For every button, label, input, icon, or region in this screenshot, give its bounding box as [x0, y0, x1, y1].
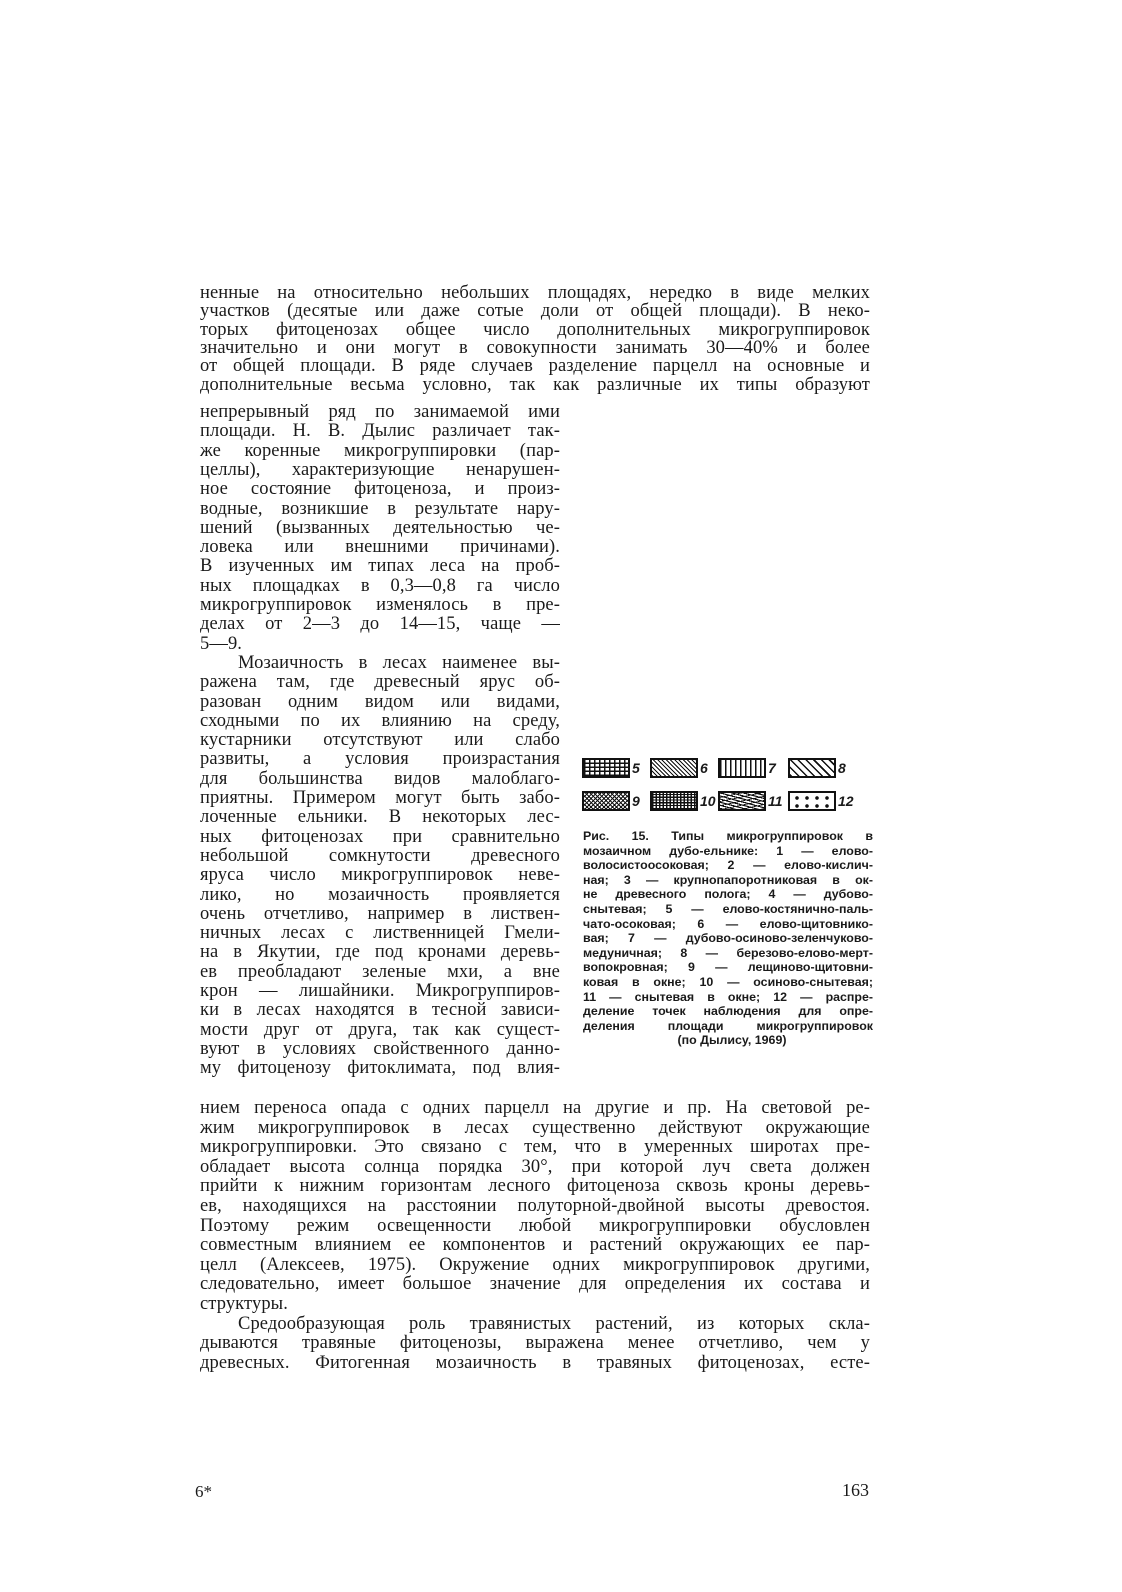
legend-number-10: 10	[700, 793, 716, 809]
legend-swatch-6	[650, 758, 698, 778]
legend-swatch-12	[788, 791, 836, 811]
text-line: лико, но мозаичность проявляется	[200, 884, 560, 905]
text-line: обладает высота солнца порядка 30°, при которой луч света должен	[200, 1156, 870, 1177]
caption-line: ная; 3 — крупнопапоротниковая в ок-	[583, 872, 873, 887]
text-line: от общей площади. В ряде случаев разделение парцелл на основные и	[200, 356, 870, 377]
text-line: яруса число микрогруппировок неве-	[200, 865, 560, 886]
page-number: 163	[842, 1480, 869, 1500]
legend-swatch-9	[582, 791, 630, 811]
text-line: вуют в условиях свойственного данно-	[200, 1038, 560, 1059]
legend-number-7: 7	[768, 760, 776, 776]
caption-line: вая; 7 — дубово-осиново-зеленчуково-	[583, 931, 873, 946]
caption-line: снытевая; 5 — елово-костянично-паль-	[583, 902, 873, 916]
text-line: дополнительные весьма условно, так как различные их типы образуют	[200, 374, 870, 395]
text-line: ловека или внешними причинами).	[200, 537, 560, 558]
signature-mark: 6*	[195, 1482, 212, 1501]
text-line: целлы), характеризующие ненарушен-	[200, 459, 560, 480]
legend-swatch-8	[788, 758, 836, 778]
text-line: дываются травяные фитоценозы, выражена менее отчетливо, чем у	[200, 1333, 870, 1354]
text-line: делах от 2—3 до 14—15, чаще —	[200, 614, 560, 635]
caption-line: вопокровная; 9 — лещиново-щитовни-	[583, 960, 873, 975]
text-line: ных фитоценозах при сравнительно	[200, 826, 560, 847]
legend-swatch-11	[718, 791, 766, 811]
text-line: совместным влиянием ее компонентов и растений окружающих ее пар-	[200, 1235, 870, 1256]
caption-line: ковая в окне; 10 — осиново-снытевая;	[583, 975, 873, 989]
text-line: на в Якутии, где под кронами деревь-	[200, 942, 560, 963]
text-line: ных площадках в 0,3—0,8 га число	[200, 575, 560, 596]
text-line: ное состояние фитоценоза, и произ-	[200, 479, 560, 500]
text-line: нием переноса опада с одних парцелл на другие и пр. На световой ре-	[200, 1098, 870, 1118]
caption-line: мозаичном дубо-ельнике: 1 — елово-	[583, 843, 873, 858]
text-line: структуры.	[200, 1294, 288, 1314]
caption-line: волосистоосоковая; 2 — елово-кислич-	[583, 858, 873, 873]
text-line: ненные на относительно небольших площадях, нередко в виде мелких	[200, 283, 870, 303]
text-line: площади. Н. В. Дылис различает так-	[200, 421, 560, 442]
legend-number-9: 9	[632, 793, 640, 809]
text-line: жим микрогруппировок в лесах существенно действуют окружающие	[200, 1117, 870, 1138]
text-line: лоченные ельники. В некоторых лес-	[200, 807, 560, 828]
text-line: Мозаичность в лесах наименее вы-	[238, 652, 560, 673]
text-line: Поэтому режим освещенности любой микрогруппировки обусловлен	[200, 1215, 870, 1236]
text-line: сходными по их влиянию на среду,	[200, 710, 560, 731]
text-line: Средообразующая роль травянистых растений, из которых скла-	[238, 1313, 870, 1334]
text-line: значительно и они могут в совокупности занимать 30—40% и более	[200, 337, 870, 358]
text-line: разован одним видом или видами,	[200, 691, 560, 712]
text-line: приятны. Примером могут быть забо-	[200, 788, 560, 808]
figure-legend	[582, 758, 882, 818]
text-line: следовательно, имеет большое значение для определения их состава и	[200, 1274, 870, 1295]
caption-line: деление точек наблюдения для опре-	[583, 1004, 873, 1019]
text-line: небольшой сомкнутости древесного	[200, 845, 560, 866]
text-line: прийти к нижним горизонтам лесного фитоценоза сквозь кроны деревь-	[200, 1176, 870, 1197]
legend-number-5: 5	[632, 760, 640, 776]
caption-line: деления площади микрогруппировок	[583, 1018, 873, 1033]
legend-number-8: 8	[838, 760, 846, 776]
text-line: кустарники отсутствуют или слабо	[200, 730, 560, 751]
text-line: развиты, а условия произрастания	[200, 749, 560, 770]
text-line: очень отчетливо, например в листвен-	[200, 903, 560, 924]
text-line: целл (Алексеев, 1975). Окружение одних микрогруппировок другими,	[200, 1254, 870, 1275]
text-line: торых фитоценозах общее число дополнительных микрогруппировок	[200, 319, 870, 340]
legend-swatch-5	[582, 758, 630, 778]
caption-line: 11 — снытевая в окне; 12 — распре-	[583, 989, 873, 1004]
caption-line: чато-осоковая; 6 — елово-щитовнико-	[583, 916, 873, 931]
legend-swatch-10	[650, 791, 698, 811]
caption-line: медуничная; 8 — березово-елово-мерт-	[583, 945, 873, 960]
text-line: ражена там, где древесный ярус об-	[200, 672, 560, 693]
text-line: В изученных им типах леса на проб-	[200, 556, 560, 577]
text-line: же коренные микрогруппировки (пар-	[200, 440, 560, 461]
text-line: микрогруппировок изменялось в пре-	[200, 595, 560, 615]
legend-number-12: 12	[838, 793, 854, 809]
text-line: крон — лишайники. Микрогруппиров-	[200, 981, 560, 1001]
legend-number-6: 6	[700, 760, 708, 776]
text-line: ев, находящихся на расстоянии полуторной-двойной высоты древостоя.	[200, 1196, 870, 1216]
legend-swatch-7	[718, 758, 766, 778]
text-line: водные, возникшие в результате нару-	[200, 498, 560, 519]
text-line: древесных. Фитогенная мозаичность в травяных фитоценозах, есте-	[200, 1352, 870, 1373]
text-line: ки в лесах находятся в тесной зависи-	[200, 1000, 560, 1021]
text-line: непрерывный ряд по занимаемой ими	[200, 402, 560, 422]
text-line: 5—9.	[200, 633, 243, 654]
text-line: шений (вызванных деятельностью че-	[200, 517, 560, 538]
text-line: для большинства видов малоблаго-	[200, 768, 560, 789]
caption-line: (по Дылису, 1969)	[677, 1033, 787, 1048]
text-line: ев преобладают зеленые мхи, а вне	[200, 961, 560, 982]
text-line: участков (десятые или даже сотые доли от общей площади). В неко-	[200, 301, 870, 322]
text-line: мости друг от друга, так как сущест-	[200, 1019, 560, 1040]
caption-line: Рис. 15. Типы микрогруппировок в	[583, 829, 873, 843]
legend-number-11: 11	[768, 793, 783, 809]
caption-line: не древесного полога; 4 — дубово-	[583, 887, 873, 902]
text-line: микрогруппировки. Это связано с тем, что в умеренных широтах пре-	[200, 1137, 870, 1158]
text-line: му фитоценозу фитоклимата, под влия-	[200, 1058, 560, 1079]
text-line: ничных лесах с лиственницей Гмели-	[200, 923, 560, 944]
